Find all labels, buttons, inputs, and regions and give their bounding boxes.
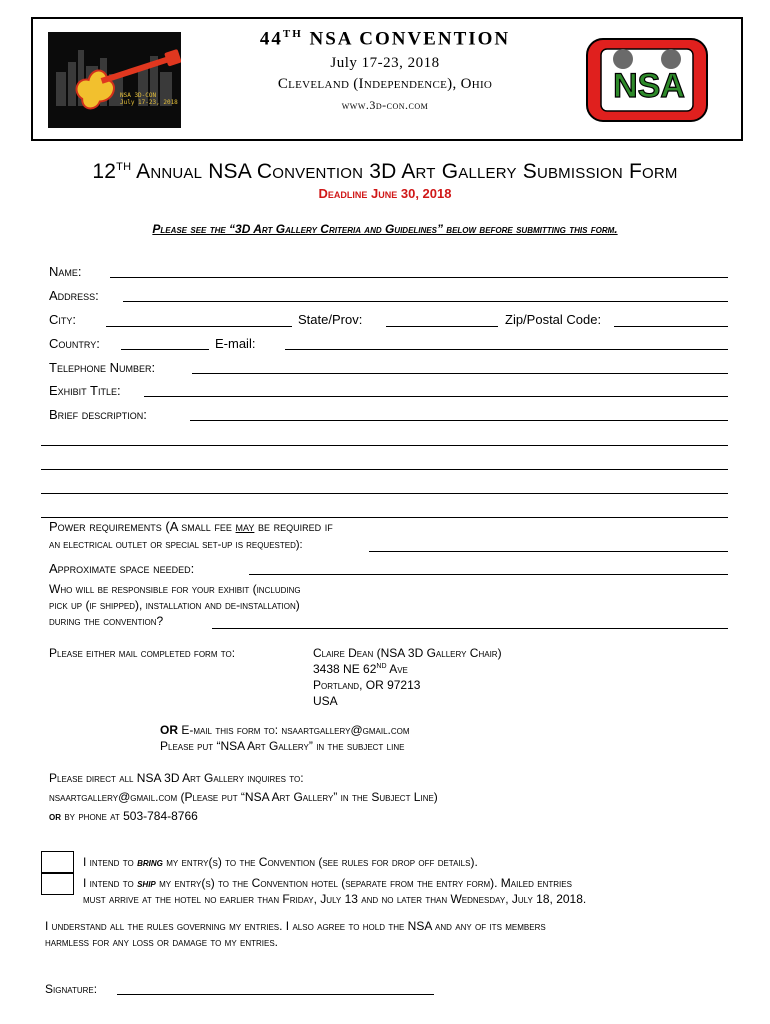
ship-a: I intend to [83, 876, 138, 890]
convention-dates: July 17-23, 2018 [330, 55, 440, 71]
space-label: Approximate space needed: [49, 561, 195, 576]
mail-recipient: Claire Dean (NSA 3D Gallery Chair) [313, 646, 502, 660]
description-line-2[interactable] [41, 445, 728, 446]
bring-b: bring [137, 855, 163, 869]
inquiries-phone [49, 809, 198, 823]
responsible-label-2: pick up (if shipped), installation and de-installation) [49, 598, 300, 612]
city-label: City: [49, 312, 77, 327]
nsa-logo [583, 35, 713, 125]
agreement-line-1: I understand all the rules governing my entries. I also agree to hold the NSA and any of its members [45, 919, 546, 933]
ship-entry-label-2: must arrive at the hotel no earlier than Friday, July 13 and no later than Wednesday, July 18, 2018. [83, 892, 587, 906]
ship-entry-label [83, 876, 572, 890]
power-text-b: be required if [254, 519, 333, 534]
state-field[interactable] [386, 326, 498, 327]
convention-number-suffix: TH [282, 28, 303, 40]
form-title-text: Annual NSA Convention 3D Art Gallery Submission Form [131, 160, 678, 183]
responsible-field[interactable] [212, 628, 728, 629]
or-phone-label: or [49, 809, 61, 823]
power-requirements-label [49, 519, 333, 534]
form-title [0, 160, 770, 184]
exhibit-title-field[interactable] [144, 396, 728, 397]
deadline: Deadline June 30, 2018 [318, 186, 452, 201]
bring-a: I intend to [83, 855, 138, 869]
email-field[interactable] [285, 349, 728, 350]
brief-description-field[interactable] [190, 420, 728, 421]
description-line-4[interactable] [41, 493, 728, 494]
city-field[interactable] [106, 326, 292, 327]
country-field[interactable] [121, 349, 209, 350]
email-form-line [160, 723, 410, 737]
space-field[interactable] [249, 574, 728, 575]
brief-description-label: Brief description: [49, 407, 147, 422]
phone-number: 503-784-8766 [123, 809, 198, 823]
power-text-may: may [235, 519, 255, 534]
ship-b: ship [137, 876, 156, 890]
guidelines-note: Please see the “3D Art Gallery Criteria and Guidelines” below before submitting this form. [152, 222, 618, 236]
street-suffix: ND [376, 663, 387, 670]
address-label: Address: [49, 288, 99, 303]
street-name: Ave [386, 662, 408, 676]
bring-entry-label [83, 855, 478, 869]
state-label: State/Prov: [298, 312, 363, 327]
convention-city: Cleveland (Independence), Ohio [277, 76, 493, 92]
mail-street [313, 662, 408, 676]
name-label: Name: [49, 264, 82, 279]
power-text-a: Power requirements (A small fee [49, 519, 236, 534]
description-line-5[interactable] [41, 517, 728, 518]
bring-c: my entry(s) to the Convention (see rules for drop off details). [162, 855, 478, 869]
power-requirements-field[interactable] [369, 551, 728, 552]
nsa-logo-text: NSA [613, 67, 685, 105]
ship-c: my entry(s) to the Convention hotel (separate from the entry form). Mailed entries [155, 876, 572, 890]
ship-entry-checkbox[interactable] [41, 873, 74, 895]
mail-city-state: Portland, OR 97213 [313, 678, 421, 692]
responsible-label-1: Who will be responsible for your exhibit (including [49, 582, 301, 596]
zip-field[interactable] [614, 326, 728, 327]
email-label: E-mail: [215, 336, 256, 351]
or-label: OR [160, 723, 178, 737]
zip-label: Zip/Postal Code: [505, 312, 602, 327]
left-logo-line2: July 17-23, 2018 [120, 99, 178, 106]
mail-country: USA [313, 694, 338, 708]
street-number: 3438 NE 62 [313, 662, 377, 676]
country-label: Country: [49, 336, 100, 351]
exhibit-title-label: Exhibit Title: [49, 383, 121, 398]
bring-entry-checkbox[interactable] [41, 851, 74, 873]
telephone-label: Telephone Number: [49, 360, 156, 375]
description-line-3[interactable] [41, 469, 728, 470]
convention-number: 44 [259, 28, 283, 50]
convention-website: www.3d-con.com [341, 98, 429, 112]
convention-name: NSA CONVENTION [309, 28, 511, 50]
signature-field[interactable] [117, 994, 434, 995]
subject-line-instruction: Please put “NSA Art Gallery” in the subject line [160, 739, 405, 753]
inquiries-line-2: nsaartgallery@gmail.com (Please put “NSA Art Gallery” in the Subject Line) [49, 790, 438, 804]
power-requirements-label-2: an electrical outlet or special set-up is requested): [49, 539, 303, 551]
form-title-number: 12 [92, 160, 117, 183]
form-title-suffix: TH [116, 161, 132, 173]
inquiries-line-1: Please direct all NSA 3D Art Gallery inquires to: [49, 771, 304, 785]
signature-label: Signature: [45, 982, 98, 996]
phone-prefix: by phone at [61, 809, 124, 823]
name-field[interactable] [110, 277, 728, 278]
left-logo-line1: NSA 3D-CON [120, 92, 157, 99]
agreement-line-2: harmless for any loss or damage to my entries. [45, 935, 279, 949]
email-form-text: E-mail this form to: nsaartgallery@gmail.com [178, 723, 410, 737]
address-field[interactable] [123, 301, 728, 302]
responsible-label-3: during the convention? [49, 614, 164, 628]
mail-instruction: Please either mail completed form to: [49, 646, 236, 660]
telephone-field[interactable] [192, 373, 728, 374]
